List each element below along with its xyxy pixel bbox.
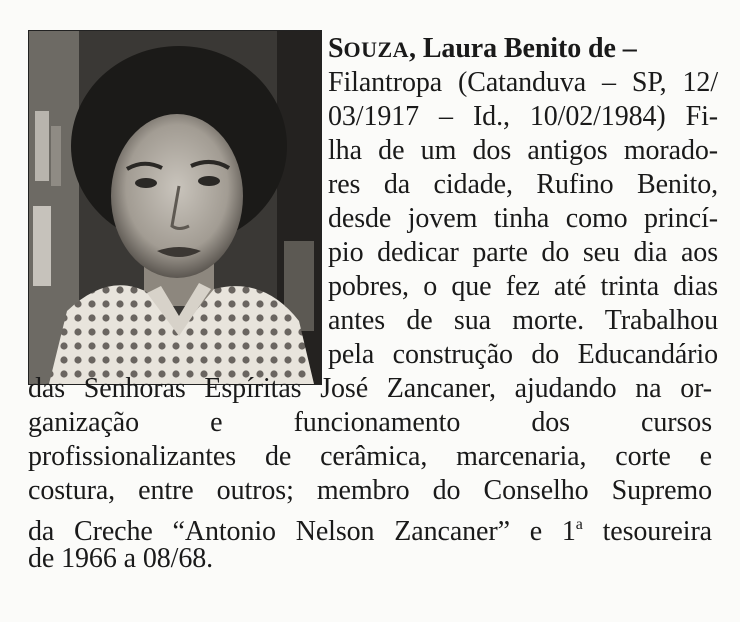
text-line: pela construção do Educandário bbox=[328, 339, 718, 370]
text-line: Filantropa (Catanduva – SP, 12/ bbox=[328, 67, 718, 98]
text-line: ganização e funcionamento dos cursos bbox=[28, 407, 712, 438]
text-line: pio dedicar parte do seu dia aos bbox=[328, 237, 718, 268]
ordinal-superscript: a bbox=[575, 516, 583, 533]
text-line: 03/1917 – Id., 10/02/1984) Fi- bbox=[328, 101, 718, 132]
portrait-photo bbox=[28, 30, 322, 385]
text-line: antes de sua morte. Trabalhou bbox=[328, 305, 718, 336]
surname-rest: OUZA bbox=[343, 37, 410, 62]
text-line: res da cidade, Rufino Benito, bbox=[328, 169, 718, 200]
entry-heading bbox=[328, 32, 718, 67]
text-line-last: de 1966 a 08/68. bbox=[28, 543, 214, 574]
text-segment: tesoureira bbox=[582, 516, 712, 547]
surname-initial: S bbox=[328, 33, 344, 64]
text-line: desde jovem tinha como princí- bbox=[328, 203, 718, 234]
text-line: lha de um dos antigos morado- bbox=[328, 135, 718, 166]
text-segment: da Creche “Antonio Nelson Zancaner” e 1 bbox=[28, 516, 576, 547]
text-line: profissionalizantes de cerâmica, marcenaria, corte e bbox=[28, 441, 712, 472]
text-line: costura, entre outros; membro do Conselho Supremo bbox=[28, 475, 712, 506]
given-name: , Laura Benito de – bbox=[409, 33, 637, 64]
text-line: pobres, o que fez até trinta dias bbox=[328, 271, 718, 302]
text-line: das Senhoras Espíritas José Zancaner, ajudando na or- bbox=[28, 373, 712, 404]
